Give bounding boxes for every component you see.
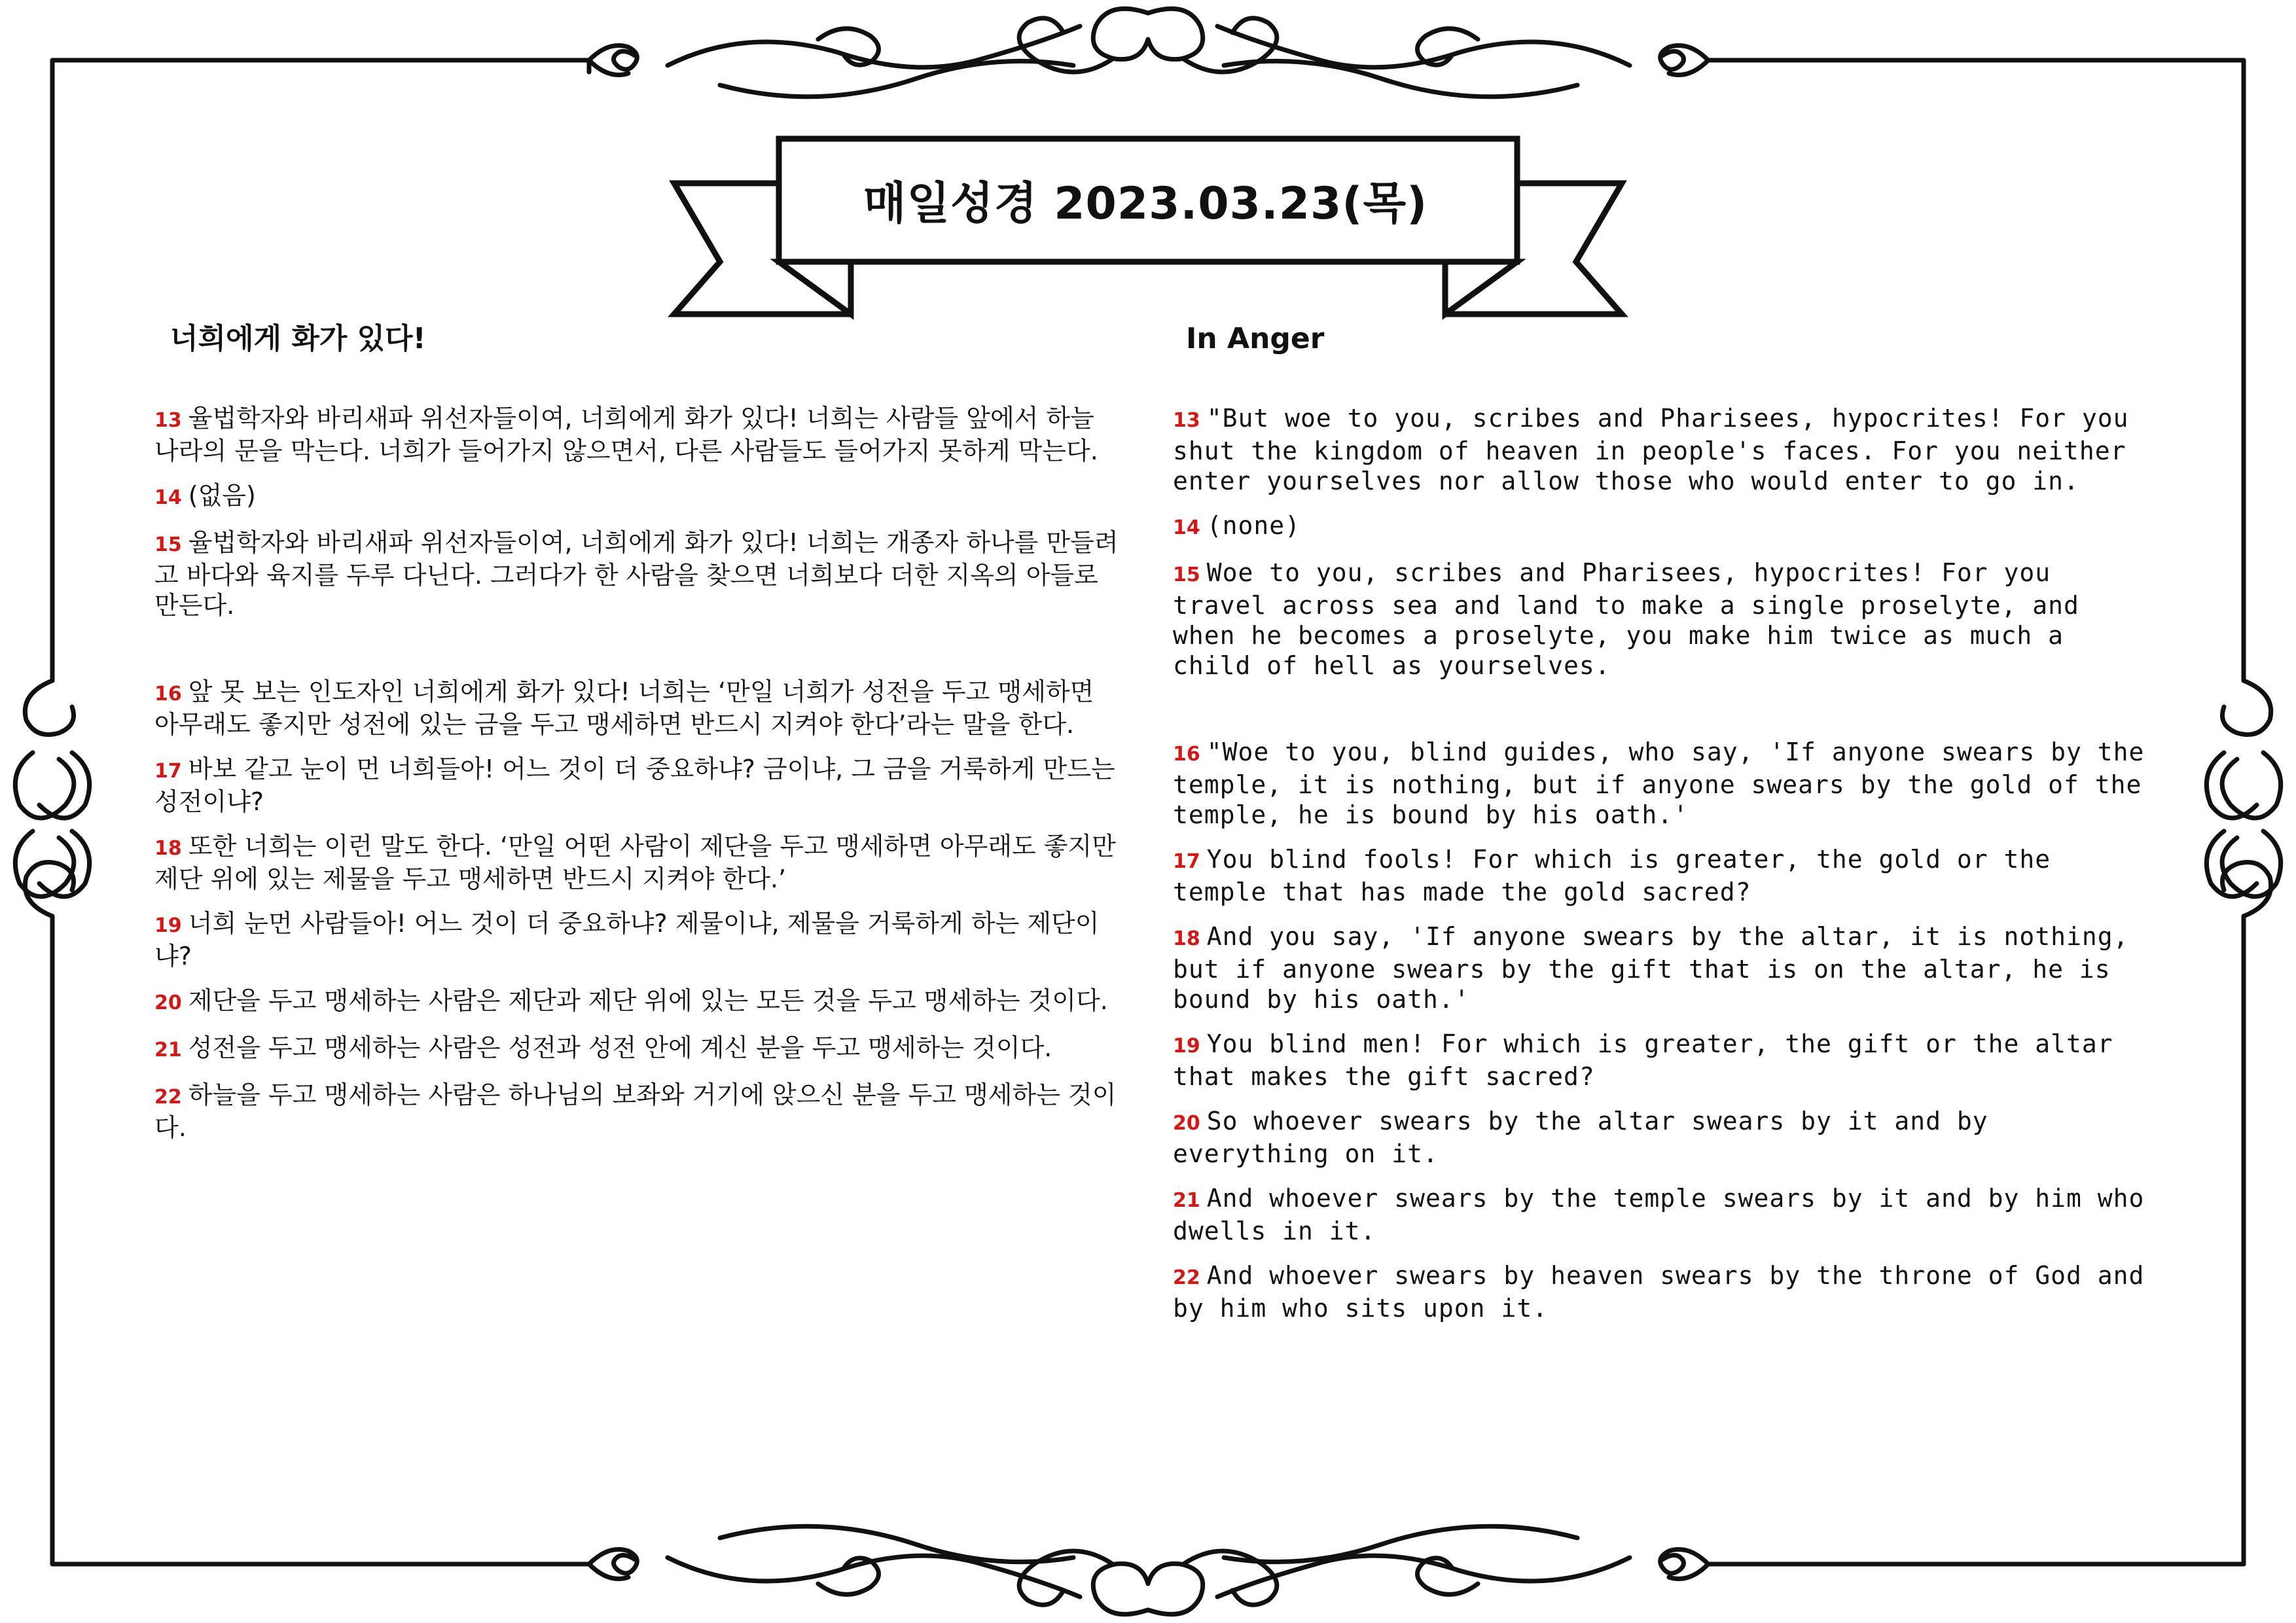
korean-heading: 너희에게 화가 있다! bbox=[170, 322, 426, 355]
english-heading: In Anger bbox=[1186, 322, 1325, 355]
verse-ko-18 bbox=[154, 831, 1123, 894]
verse-ko-16 bbox=[154, 677, 1123, 740]
verse-number: 21 bbox=[154, 1039, 182, 1061]
verse-en-20 bbox=[1173, 1106, 2155, 1169]
verse-number: 15 bbox=[1173, 563, 1200, 586]
top-right-cap-icon bbox=[1660, 46, 1708, 75]
verse-number: 16 bbox=[154, 683, 182, 705]
verse-ko-17 bbox=[154, 754, 1123, 817]
verse-number: 19 bbox=[1173, 1035, 1200, 1058]
verse-ko-15 bbox=[154, 527, 1123, 620]
verse-number: 16 bbox=[1173, 743, 1200, 766]
verse-en-14 bbox=[1173, 510, 2155, 543]
verse-text: "Woe to you, blind guides, who say, 'If anyone swears by the temple, it is nothing, but if anyone swears by the gold of the temple, he is bound by his oath.' bbox=[1173, 738, 2145, 829]
verse-text: And whoever swears by the temple swears by it and by him who dwells in it. bbox=[1173, 1184, 2145, 1245]
verse-number: 15 bbox=[154, 533, 182, 556]
bottom-flourish-icon bbox=[668, 1526, 1630, 1614]
top-flourish-icon bbox=[668, 9, 1630, 96]
bottom-left-cap-icon bbox=[589, 1550, 637, 1579]
verse-ko-21 bbox=[154, 1033, 1123, 1065]
verse-ko-19 bbox=[154, 908, 1123, 971]
verse-number: 18 bbox=[1173, 927, 1200, 950]
verse-text: 너희 눈먼 사람들아! 어느 것이 더 중요하냐? 제물이냐, 제물을 거룩하게 하는 제단이냐? bbox=[154, 909, 1100, 971]
verse-text: 제단을 두고 맹세하는 사람은 제단과 제단 위에 있는 모든 것을 두고 맹세하는 것이다. bbox=[188, 986, 1108, 1015]
page-title: 매일성경 2023.03.23(목) bbox=[863, 177, 1428, 230]
top-left-cap-icon bbox=[589, 46, 637, 75]
verse-number: 20 bbox=[154, 991, 182, 1014]
section-gap bbox=[1173, 695, 2155, 737]
verse-ko-20 bbox=[154, 986, 1123, 1018]
verse-text: And you say, 'If anyone swears by the altar, it is nothing, but if anyone swears by the gift that is on the altar, he is bound by his oath.' bbox=[1173, 922, 2129, 1014]
verse-text: Woe to you, scribes and Pharisees, hypocrites! For you travel across sea and land to make a single proselyte, and when he becomes a proselyte, you make him twice as much a child of hell as yourselves. bbox=[1173, 558, 2079, 680]
verse-en-16 bbox=[1173, 737, 2155, 830]
verse-text: And whoever swears by heaven swears by the throne of God and by him who sits upon it. bbox=[1173, 1261, 2145, 1323]
verse-text: "But woe to you, scribes and Pharisees, hypocrites! For you shut the kingdom of heaven in people's faces. For you neither enter yourselves nor allow those who would enter to go in. bbox=[1173, 404, 2129, 495]
verse-number: 22 bbox=[154, 1086, 182, 1109]
verse-en-21 bbox=[1173, 1183, 2155, 1246]
verse-number: 18 bbox=[154, 837, 182, 860]
verse-text: 앞 못 보는 인도자인 너희에게 화가 있다! 너희는 ‘만일 너희가 성전을 두고 맹세하면 아무래도 좋지만 성전에 있는 금을 두고 맹세하면 반드시 지켜야 한다’라는 말을 한다. bbox=[154, 677, 1094, 739]
verse-en-13 bbox=[1173, 403, 2155, 496]
verse-en-18 bbox=[1173, 921, 2155, 1014]
verse-text: 바보 같고 눈이 먼 너희들아! 어느 것이 더 중요하냐? 금이냐, 그 금을 거룩하게 만드는 성전이냐? bbox=[154, 755, 1115, 816]
right-side-ornament-icon bbox=[2206, 681, 2280, 916]
verse-text: 율법학자와 바리새파 위선자들이여, 너희에게 화가 있다! 너희는 개종자 하나를 만들려고 바다와 육지를 두루 다닌다. 그러다가 한 사람을 찾으면 너희보다 더한 지옥의 아들로 만든다. bbox=[154, 528, 1119, 620]
verse-en-15 bbox=[1173, 558, 2155, 681]
bottom-right-cap-icon bbox=[1660, 1550, 1708, 1579]
verse-text: You blind fools! For which is greater, the gold or the temple that has made the gold sacred? bbox=[1173, 845, 2051, 906]
verse-text: 하늘을 두고 맹세하는 사람은 하나님의 보좌와 거기에 앉으신 분을 두고 맹세하는 것이다. bbox=[154, 1080, 1117, 1142]
verse-number: 17 bbox=[1173, 850, 1200, 873]
verse-text: So whoever swears by the altar swears by it and by everything on it. bbox=[1173, 1107, 1988, 1168]
verse-text: 또한 너희는 이런 말도 한다. ‘만일 어떤 사람이 제단을 두고 맹세하면 아무래도 좋지만 제단 위에 있는 제물을 두고 맹세하면 반드시 지켜야 한다.’ bbox=[154, 832, 1116, 893]
english-column bbox=[1173, 313, 2155, 1338]
verse-ko-22 bbox=[154, 1080, 1123, 1143]
verse-number: 14 bbox=[154, 486, 182, 509]
verse-number: 13 bbox=[1173, 409, 1200, 432]
verse-text: 성전을 두고 맹세하는 사람은 성전과 성전 안에 계신 분을 두고 맹세하는 것이다. bbox=[188, 1033, 1052, 1062]
verse-number: 13 bbox=[154, 409, 182, 432]
section-gap bbox=[154, 635, 1123, 677]
verse-number: 19 bbox=[154, 914, 182, 937]
verse-number: 22 bbox=[1173, 1266, 1200, 1289]
verse-number: 20 bbox=[1173, 1112, 1200, 1135]
verse-en-19 bbox=[1173, 1029, 2155, 1092]
korean-column bbox=[154, 313, 1123, 1157]
verse-text: (없음) bbox=[188, 481, 256, 510]
verse-text: 율법학자와 바리새파 위선자들이여, 너희에게 화가 있다! 너희는 사람들 앞에서 하늘 나라의 문을 막는다. 너희가 들어가지 않으면서, 다른 사람들도 들어가지 못하게 막는다. bbox=[154, 404, 1098, 465]
verse-en-17 bbox=[1173, 844, 2155, 907]
korean-verse-list bbox=[154, 403, 1123, 1143]
verse-number: 21 bbox=[1173, 1189, 1200, 1212]
verse-ko-13 bbox=[154, 403, 1123, 466]
english-verse-list bbox=[1173, 403, 2155, 1323]
verse-ko-14 bbox=[154, 480, 1123, 513]
verse-text: (none) bbox=[1206, 511, 1301, 540]
verse-text: You blind men! For which is greater, the gift or the altar that makes the gift sacred? bbox=[1173, 1029, 2113, 1091]
left-side-ornament-icon bbox=[15, 681, 89, 916]
verse-en-22 bbox=[1173, 1260, 2155, 1323]
verse-number: 17 bbox=[154, 760, 182, 783]
verse-number: 14 bbox=[1173, 516, 1200, 539]
